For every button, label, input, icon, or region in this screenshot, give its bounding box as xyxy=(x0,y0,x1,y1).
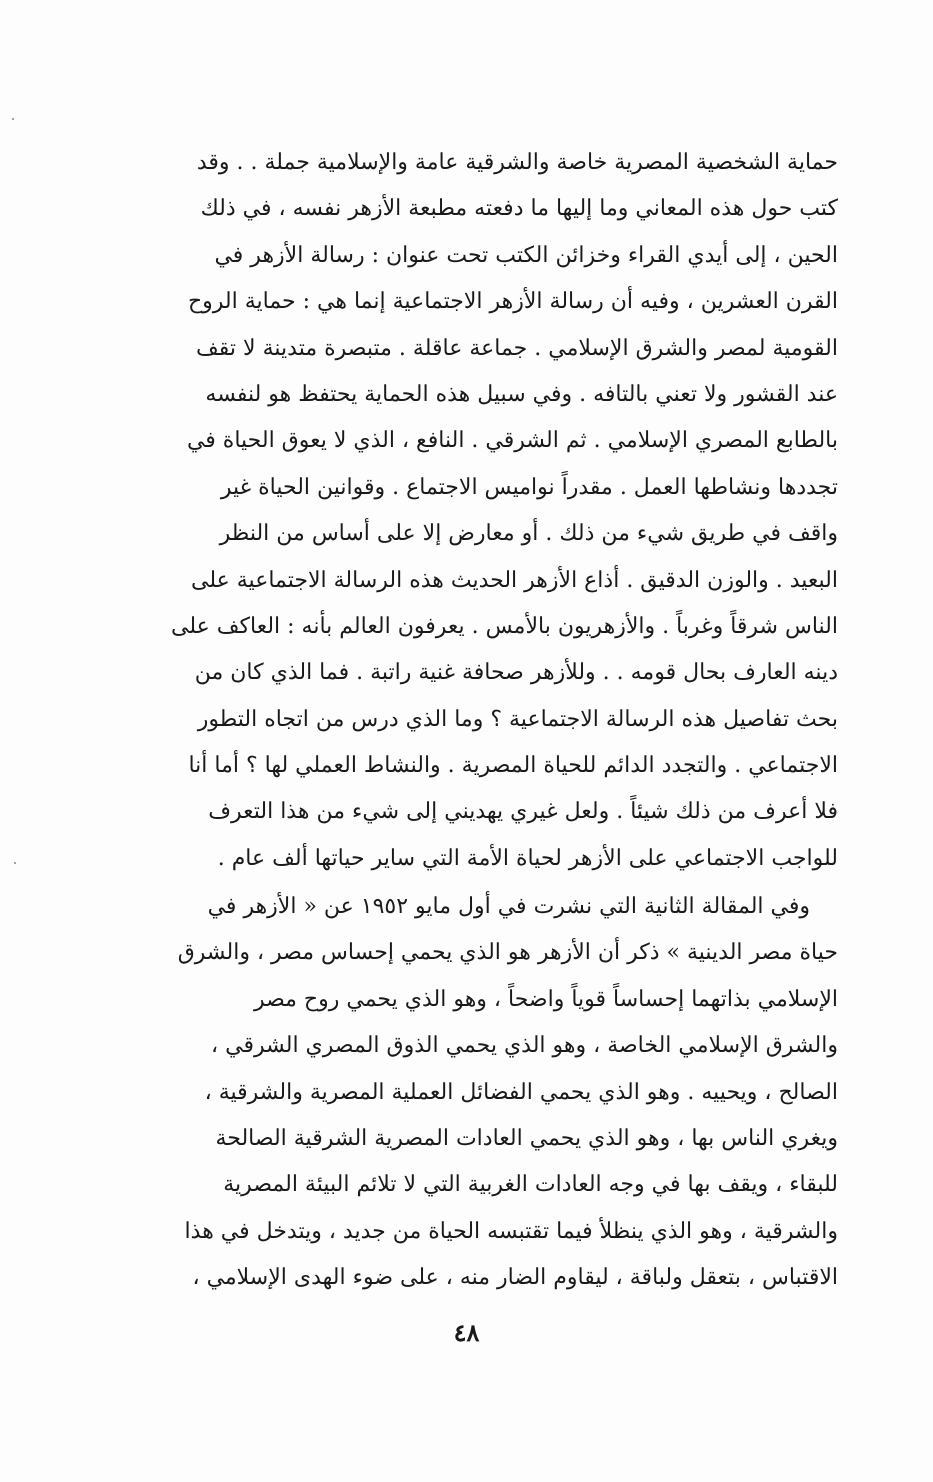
text-line: فلا أعرف من ذلك شيئاً . ولعل غيري يهديني إلى شيء من هذا التعرف xyxy=(208,799,838,825)
text-line: القرن العشرين ، وفيه أن رسالة الأزهر الاجتماعية إنما هي : حماية الروح xyxy=(187,289,838,315)
text-line: الإسلامي بذاتهما إحساساً قوياً واضحاً ، وهو الذي يحمي روح مصر xyxy=(253,986,838,1012)
text-line: الحين ، إلى أيدي القراء وخزائن الكتب تحت عنوان : رسالة الأزهر في xyxy=(214,242,838,268)
text-line: الاجتماعي . والتجدد الدائم للحياة المصرية . والنشاط العملي لها ؟ أما أنا xyxy=(188,753,838,779)
text-line: الناس شرقاً وغرباً . والأزهريون بالأمس . يعرفون العالم بأنه : العاكف على xyxy=(171,613,838,639)
text-line: حماية الشخصية المصرية خاصة والشرقية عامة والإسلامية جملة . . وقد xyxy=(196,150,838,175)
text-line: كتب حول هذه المعاني وما إليها ما دفعته مطبعة الأزهر نفسه ، في ذلك xyxy=(200,196,838,222)
scan-speck xyxy=(14,862,16,864)
text-line: حياة مصر الدينية » ذكر أن الأزهر هو الذي يحمي إحساس مصر ، والشرق xyxy=(177,940,838,966)
text-line: وفي المقالة الثانية التي نشرت في أول مايو ١٩٥٢ عن « الأزهر في xyxy=(207,894,810,919)
text-line: الاقتباس ، بتعقل ولباقة ، ليقاوم الضار منه ، على ضوء الهدى الإسلامي ، xyxy=(192,1265,838,1291)
text-line: الصالح ، ويحييه . وهو الذي يحمي الفضائل العملية المصرية والشرقية ، xyxy=(204,1079,838,1105)
text-line: تجددها ونشاطها العمل . مقدراً نواميس الاجتماع . وقوانين الحياة غير xyxy=(220,474,838,500)
page-number: ٤٨ xyxy=(453,1318,480,1347)
text-line: القومية لمصر والشرق الإسلامي . جماعة عاقلة . متبصرة متدينة لا تقف xyxy=(196,335,838,361)
text-line: والشرقية ، وهو الذي ينظلأ فيما تقتبسه الحياة من جديد ، ويتدخل في هذا xyxy=(184,1218,838,1244)
text-line: واقف في طريق شيء من ذلك . أو معارض إلا على أساس من النظر xyxy=(219,521,838,547)
paragraph-1 xyxy=(96,140,838,882)
text-line: عند القشور ولا تعني بالتافه . وفي سبيل هذه الحماية يحتفظ هو لنفسه xyxy=(205,381,838,407)
text-line: البعيد . والوزن الدقيق . أذاع الأزهر الحديث هذه الرسالة الاجتماعية على xyxy=(191,567,838,593)
text-line: للواجب الاجتماعي على الأزهر لحياة الأمة التي ساير حياتها ألف عام . xyxy=(217,845,838,871)
text-line: دينه العارف بحال قومه . . وللأزهر صحافة غنية راتبة . فما الذي كان من xyxy=(194,660,838,686)
text-line: للبقاء ، ويقف بها في وجه العادات الغربية التي لا تلائم البيئة المصرية xyxy=(223,1172,838,1198)
text-line: والشرق الإسلامي الخاصة ، وهو الذي يحمي الذوق المصري الشرقي ، xyxy=(211,1033,838,1059)
scan-speck xyxy=(12,118,14,120)
text-line: ويغري الناس بها ، وهو الذي يحمي العادات المصرية الشرقية الصالحة xyxy=(215,1125,838,1151)
text-line: بالطابع المصري الإسلامي . ثم الشرقي . النافع ، الذي لا يعوق الحياة في xyxy=(186,428,838,454)
text-line: بحث تفاصيل هذه الرسالة الاجتماعية ؟ وما الذي درس من اتجاه التطور xyxy=(197,706,838,732)
paragraph-2 xyxy=(96,884,838,1302)
